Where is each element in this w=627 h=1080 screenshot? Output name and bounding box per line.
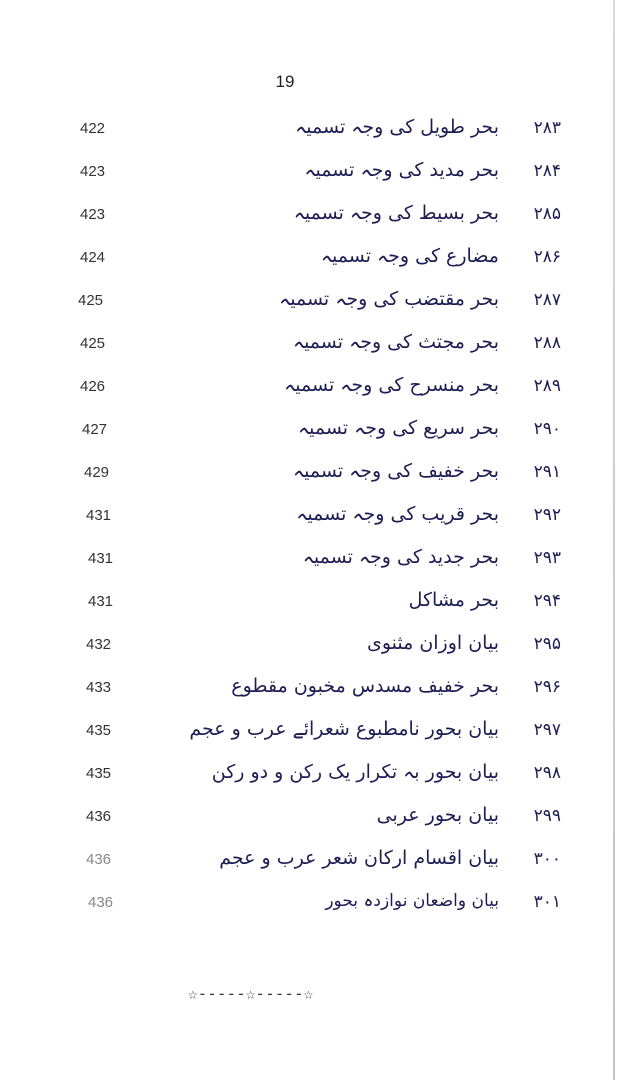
- entry-number: ۲۸۴: [533, 161, 561, 181]
- entry-number: ۲۹۷: [533, 720, 561, 740]
- entry-number: ۳۰۱: [533, 892, 561, 912]
- entry-title: بحر سریع کی وجہ تسمیہ: [297, 417, 499, 439]
- toc-row: [0, 368, 627, 408]
- entry-number: ۲۹۱: [533, 462, 561, 482]
- entry-page: 431: [86, 507, 112, 524]
- entry-number: ۲۸۳: [533, 118, 561, 138]
- entry-page: 425: [80, 335, 106, 352]
- entry-title: مضارع کی وجہ تسمیہ: [320, 245, 499, 267]
- toc-row: [0, 755, 627, 795]
- toc-row: [0, 239, 627, 279]
- entry-number: ۲۹۴: [533, 591, 561, 611]
- toc-row: [0, 583, 627, 623]
- entry-title: بیان واضعان نوازدہ بحور: [325, 891, 499, 911]
- entry-title: بحر منسرح کی وجہ تسمیہ: [284, 374, 499, 396]
- entry-page: 429: [84, 464, 110, 481]
- toc-row: [0, 712, 627, 752]
- entry-page: 423: [80, 206, 106, 223]
- toc-row: [0, 626, 627, 666]
- page-number: 19: [275, 72, 295, 91]
- entry-page: 435: [86, 765, 112, 782]
- entry-page: 435: [86, 722, 112, 739]
- entry-title: بیان بحور بہ تکرار یک رکن و دو رکن: [211, 761, 499, 783]
- entry-number: ۲۸۸: [533, 333, 561, 353]
- entry-page: 436: [86, 851, 112, 868]
- entry-number: ۲۹۸: [533, 763, 561, 783]
- toc-row: [0, 110, 627, 150]
- entry-number: ۲۸۷: [533, 290, 561, 310]
- entry-number: ۲۹۹: [533, 806, 561, 826]
- entry-number: ۲۹۶: [533, 677, 561, 697]
- entry-page: 427: [82, 421, 108, 438]
- entry-page: 436: [86, 808, 112, 825]
- entry-page: 436: [88, 894, 114, 911]
- entry-title: بیان اوزان مثنوی: [366, 632, 499, 654]
- toc-row: [0, 454, 627, 494]
- toc-row: [0, 841, 627, 881]
- entry-title: بحر طویل کی وجہ تسمیہ: [295, 116, 499, 138]
- entry-title: بحر مجتث کی وجہ تسمیہ: [292, 331, 499, 353]
- entry-page: 433: [86, 679, 112, 696]
- toc-row: [0, 282, 627, 322]
- entry-title: بیان اقسام ارکان شعر عرب و عجم: [219, 847, 499, 869]
- toc-row: [0, 798, 627, 838]
- entry-number: ۲۹۳: [533, 548, 561, 568]
- toc-row: [0, 497, 627, 537]
- toc-row: [0, 540, 627, 580]
- entry-page: 432: [86, 636, 112, 653]
- toc-row: [0, 669, 627, 709]
- entry-number: ۲۹۵: [533, 634, 561, 654]
- entry-title: بحر خفیف مسدس مخبون مقطوع: [231, 675, 499, 697]
- entry-number: ۲۸۵: [533, 204, 561, 224]
- entry-page: 422: [80, 120, 106, 137]
- entry-number: ۲۹۲: [533, 505, 561, 525]
- entry-title: بحر قریب کی وجہ تسمیہ: [296, 503, 499, 525]
- entry-title: بحر مشاکل: [408, 589, 499, 611]
- entry-title: بیان بحور عربی: [376, 804, 499, 826]
- toc-row: [0, 325, 627, 365]
- entry-title: بحر مدید کی وجہ تسمیہ: [304, 159, 499, 181]
- entry-number: ۲۸۶: [533, 247, 561, 267]
- entry-page: 425: [78, 292, 104, 309]
- table-of-contents: [0, 110, 627, 930]
- entry-page: 431: [88, 550, 114, 567]
- entry-title: بحر مقتضب کی وجہ تسمیہ: [279, 288, 499, 310]
- entry-page: 431: [88, 593, 114, 610]
- star-divider-ornament: ☆-----☆-----☆: [188, 984, 314, 1003]
- entry-page: 426: [80, 378, 106, 395]
- toc-row: [0, 196, 627, 236]
- toc-row: [0, 411, 627, 451]
- entry-number: ۲۹۰: [533, 419, 561, 439]
- entry-title: بحر جدید کی وجہ تسمیہ: [302, 546, 499, 568]
- entry-title: بحر بسیط کی وجہ تسمیہ: [293, 202, 499, 224]
- entry-title: بیان بحور نامطبوع شعرائے عرب و عجم: [189, 718, 499, 740]
- toc-row: [0, 153, 627, 193]
- entry-number: ۳۰۰: [533, 849, 561, 869]
- toc-row: [0, 884, 627, 924]
- entry-page: 424: [80, 249, 106, 266]
- entry-title: بحر خفیف کی وجہ تسمیہ: [293, 460, 499, 482]
- entry-page: 423: [80, 163, 106, 180]
- entry-number: ۲۸۹: [533, 376, 561, 396]
